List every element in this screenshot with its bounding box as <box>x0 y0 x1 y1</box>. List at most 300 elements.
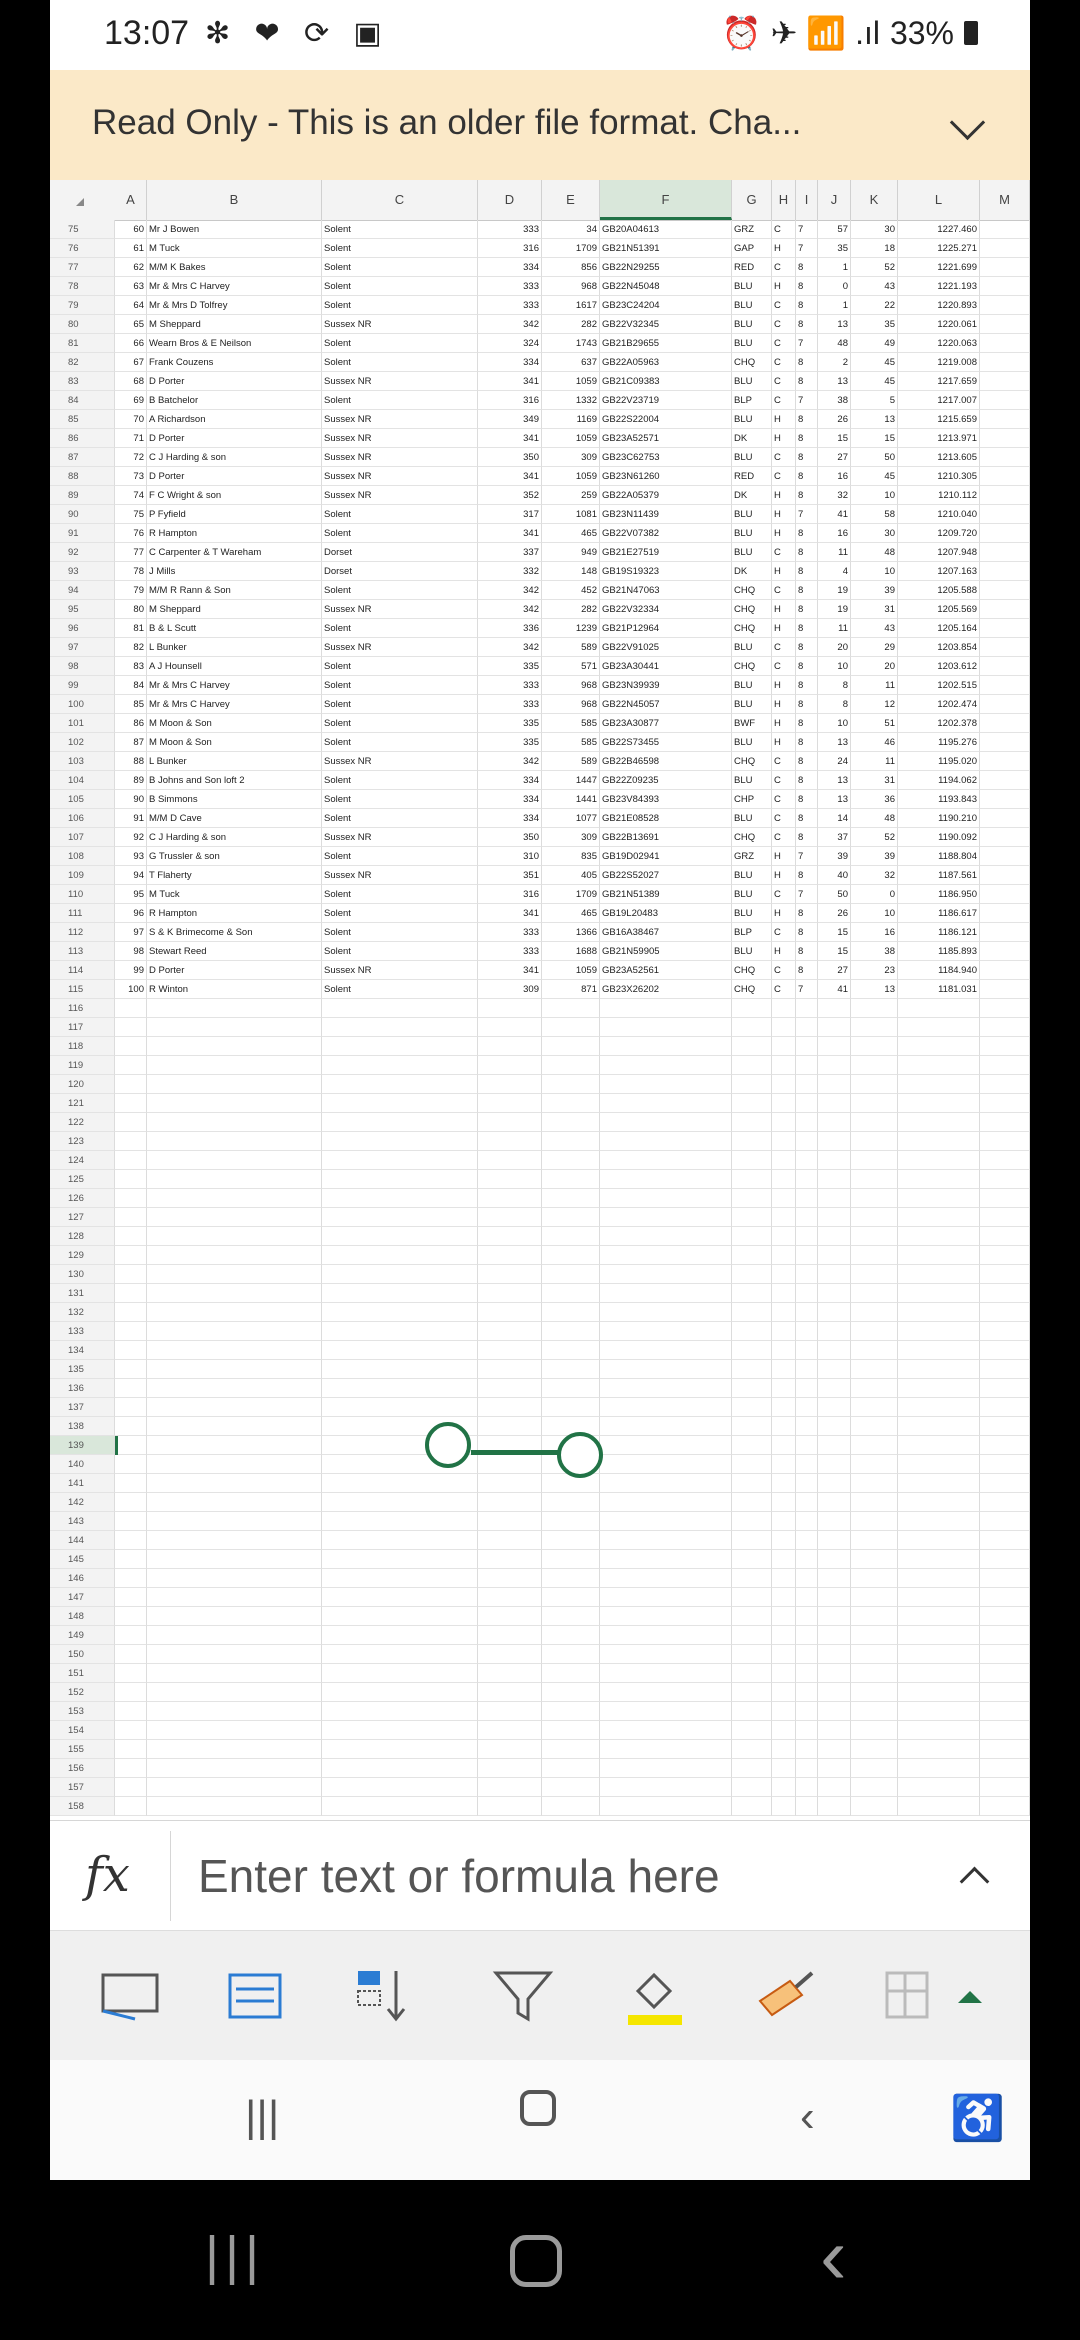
cell[interactable]: 31 <box>851 771 898 790</box>
cell[interactable]: 1239 <box>542 619 600 638</box>
table-row[interactable] <box>50 296 1030 315</box>
cell[interactable]: 1210.040 <box>898 505 980 524</box>
table-row[interactable] <box>50 543 1030 562</box>
cell[interactable] <box>898 1512 980 1531</box>
cell[interactable]: 1202.378 <box>898 714 980 733</box>
cell[interactable] <box>115 1436 147 1455</box>
cell[interactable] <box>147 1569 322 1588</box>
row-header[interactable]: 128 <box>50 1227 115 1246</box>
table-row[interactable] <box>50 1740 1030 1759</box>
row-header[interactable]: 144 <box>50 1531 115 1550</box>
cell[interactable] <box>772 1702 796 1721</box>
cell[interactable] <box>980 1417 1030 1436</box>
cell[interactable] <box>851 1455 898 1474</box>
row-header[interactable]: 150 <box>50 1645 115 1664</box>
cell[interactable] <box>600 1341 732 1360</box>
table-row[interactable] <box>50 1056 1030 1075</box>
cell[interactable] <box>772 1493 796 1512</box>
cell[interactable] <box>147 1645 322 1664</box>
table-row[interactable] <box>50 1189 1030 1208</box>
row-header[interactable]: 142 <box>50 1493 115 1512</box>
cell[interactable] <box>147 1322 322 1341</box>
cell[interactable] <box>478 1113 542 1132</box>
cell[interactable]: RED <box>732 467 772 486</box>
cell[interactable] <box>818 1740 851 1759</box>
cell[interactable]: BLU <box>732 410 772 429</box>
cell[interactable] <box>772 1455 796 1474</box>
cell[interactable] <box>542 1246 600 1265</box>
table-row[interactable] <box>50 1246 1030 1265</box>
cell[interactable]: 22 <box>851 296 898 315</box>
cell[interactable] <box>600 1702 732 1721</box>
cell[interactable]: GAP <box>732 239 772 258</box>
table-row[interactable] <box>50 1094 1030 1113</box>
cell[interactable] <box>542 1531 600 1550</box>
table-row[interactable] <box>50 1208 1030 1227</box>
cell[interactable] <box>478 1398 542 1417</box>
cell[interactable]: 341 <box>478 429 542 448</box>
cell[interactable]: 1213.605 <box>898 448 980 467</box>
cell[interactable]: H <box>772 904 796 923</box>
cell[interactable] <box>898 1208 980 1227</box>
cell[interactable] <box>818 1664 851 1683</box>
row-header[interactable]: 134 <box>50 1341 115 1360</box>
cell[interactable] <box>796 1531 818 1550</box>
cell[interactable] <box>796 1455 818 1474</box>
cell[interactable]: C <box>772 372 796 391</box>
cell[interactable]: 317 <box>478 505 542 524</box>
cell[interactable]: 1203.612 <box>898 657 980 676</box>
table-row[interactable] <box>50 410 1030 429</box>
cell[interactable] <box>818 999 851 1018</box>
cell[interactable]: 316 <box>478 239 542 258</box>
cell[interactable] <box>600 1303 732 1322</box>
cell[interactable] <box>851 1113 898 1132</box>
cell[interactable] <box>898 1531 980 1550</box>
cell[interactable]: BLU <box>732 543 772 562</box>
cell[interactable]: H <box>772 733 796 752</box>
cell[interactable]: GB23X26202 <box>600 980 732 999</box>
cell[interactable]: 1219.008 <box>898 353 980 372</box>
cell[interactable] <box>600 1360 732 1379</box>
table-row[interactable] <box>50 1721 1030 1740</box>
cell[interactable] <box>818 1607 851 1626</box>
row-header[interactable]: 127 <box>50 1208 115 1227</box>
cell[interactable]: Solent <box>322 923 478 942</box>
cell[interactable] <box>772 1607 796 1626</box>
table-row[interactable] <box>50 1132 1030 1151</box>
row-header[interactable]: 95 <box>50 600 115 619</box>
cell[interactable] <box>147 1189 322 1208</box>
cell[interactable]: 8 <box>796 942 818 961</box>
row-header[interactable]: 122 <box>50 1113 115 1132</box>
row-header[interactable]: 86 <box>50 429 115 448</box>
cell[interactable]: GB19D02941 <box>600 847 732 866</box>
cell[interactable] <box>980 1626 1030 1645</box>
cell[interactable] <box>478 1246 542 1265</box>
row-header[interactable]: 115 <box>50 980 115 999</box>
cell[interactable] <box>898 1759 980 1778</box>
cell[interactable]: GB22N29255 <box>600 258 732 277</box>
cell[interactable]: H <box>772 562 796 581</box>
cell[interactable] <box>478 1759 542 1778</box>
cell[interactable]: 97 <box>115 923 147 942</box>
cell[interactable] <box>980 809 1030 828</box>
cell[interactable] <box>732 1778 772 1797</box>
cell[interactable]: 60 <box>115 220 147 239</box>
table-row[interactable] <box>50 1645 1030 1664</box>
cell[interactable]: 1077 <box>542 809 600 828</box>
cell[interactable]: CHQ <box>732 980 772 999</box>
row-header[interactable]: 82 <box>50 353 115 372</box>
cell[interactable] <box>772 1474 796 1493</box>
cell[interactable]: Solent <box>322 790 478 809</box>
cell[interactable]: 13 <box>818 733 851 752</box>
cell[interactable] <box>851 1056 898 1075</box>
cell[interactable]: 835 <box>542 847 600 866</box>
cell[interactable] <box>322 1265 478 1284</box>
cell[interactable] <box>147 1607 322 1626</box>
cell[interactable] <box>818 1569 851 1588</box>
cell[interactable] <box>796 1151 818 1170</box>
table-row[interactable] <box>50 581 1030 600</box>
cell[interactable]: B Batchelor <box>147 391 322 410</box>
cell[interactable] <box>898 1702 980 1721</box>
cell[interactable]: H <box>772 505 796 524</box>
row-header[interactable]: 124 <box>50 1151 115 1170</box>
cell[interactable] <box>898 1189 980 1208</box>
cell[interactable]: 337 <box>478 543 542 562</box>
cell[interactable]: 341 <box>478 904 542 923</box>
cell[interactable]: 45 <box>851 372 898 391</box>
table-row[interactable] <box>50 600 1030 619</box>
table-row[interactable] <box>50 1075 1030 1094</box>
cell[interactable]: GB22Z09235 <box>600 771 732 790</box>
cell[interactable] <box>980 1303 1030 1322</box>
row-header[interactable]: 118 <box>50 1037 115 1056</box>
format-painter-icon[interactable] <box>750 1961 820 2031</box>
cell[interactable] <box>732 1569 772 1588</box>
cell[interactable]: 39 <box>818 847 851 866</box>
cell[interactable]: 1181.031 <box>898 980 980 999</box>
cell[interactable] <box>115 1360 147 1379</box>
cell[interactable] <box>478 1170 542 1189</box>
cell[interactable] <box>898 1094 980 1113</box>
cell[interactable]: 11 <box>851 752 898 771</box>
table-row[interactable] <box>50 1664 1030 1683</box>
cell[interactable] <box>147 1246 322 1265</box>
cell[interactable]: 1 <box>818 258 851 277</box>
cell[interactable]: Mr & Mrs C Harvey <box>147 676 322 695</box>
cell[interactable]: 8 <box>796 353 818 372</box>
cell[interactable]: C <box>772 467 796 486</box>
cell[interactable]: 1059 <box>542 467 600 486</box>
cell[interactable]: 40 <box>818 866 851 885</box>
row-header[interactable]: 106 <box>50 809 115 828</box>
cell[interactable]: Sussex NR <box>322 448 478 467</box>
cell[interactable]: 332 <box>478 562 542 581</box>
cell[interactable] <box>898 1303 980 1322</box>
cell[interactable] <box>818 1474 851 1493</box>
cell[interactable] <box>980 1322 1030 1341</box>
cell[interactable] <box>851 1246 898 1265</box>
cell[interactable]: 1186.121 <box>898 923 980 942</box>
cell[interactable] <box>732 1075 772 1094</box>
cell[interactable]: Sussex NR <box>322 372 478 391</box>
cell[interactable] <box>980 676 1030 695</box>
cell[interactable] <box>851 1721 898 1740</box>
row-header[interactable]: 108 <box>50 847 115 866</box>
row-header[interactable]: 129 <box>50 1246 115 1265</box>
cell[interactable]: 342 <box>478 638 542 657</box>
cell[interactable]: 76 <box>115 524 147 543</box>
cell[interactable]: M Tuck <box>147 239 322 258</box>
cell[interactable]: 1332 <box>542 391 600 410</box>
cell[interactable] <box>796 1683 818 1702</box>
cell[interactable] <box>600 1322 732 1341</box>
row-header[interactable]: 140 <box>50 1455 115 1474</box>
cell[interactable]: 7 <box>796 391 818 410</box>
cell[interactable] <box>147 1721 322 1740</box>
cell[interactable] <box>115 1379 147 1398</box>
cell[interactable] <box>732 1588 772 1607</box>
cell[interactable] <box>478 1075 542 1094</box>
cell[interactable]: 342 <box>478 600 542 619</box>
cell[interactable] <box>542 1151 600 1170</box>
cell[interactable] <box>732 1189 772 1208</box>
cell[interactable]: 333 <box>478 695 542 714</box>
cell[interactable] <box>851 1189 898 1208</box>
cell[interactable] <box>851 1740 898 1759</box>
table-row[interactable] <box>50 1151 1030 1170</box>
cell[interactable] <box>898 1607 980 1626</box>
cell[interactable] <box>115 1398 147 1417</box>
cell[interactable] <box>478 1284 542 1303</box>
cell[interactable] <box>115 1284 147 1303</box>
cell[interactable] <box>732 1797 772 1816</box>
cell[interactable] <box>600 1151 732 1170</box>
cell[interactable] <box>851 1702 898 1721</box>
cell[interactable] <box>147 1360 322 1379</box>
cell[interactable] <box>898 1474 980 1493</box>
cell[interactable]: 949 <box>542 543 600 562</box>
cell[interactable] <box>732 1227 772 1246</box>
row-header[interactable]: 98 <box>50 657 115 676</box>
cell[interactable] <box>980 1683 1030 1702</box>
cell[interactable]: BLP <box>732 923 772 942</box>
cell[interactable] <box>851 1075 898 1094</box>
cell[interactable]: 82 <box>115 638 147 657</box>
cell[interactable]: 334 <box>478 771 542 790</box>
cell[interactable]: GB21P12964 <box>600 619 732 638</box>
cell[interactable] <box>322 1075 478 1094</box>
cell[interactable] <box>980 866 1030 885</box>
table-row[interactable] <box>50 486 1030 505</box>
row-header[interactable]: 117 <box>50 1018 115 1037</box>
cell[interactable] <box>851 1683 898 1702</box>
cell[interactable] <box>980 1151 1030 1170</box>
table-row[interactable] <box>50 638 1030 657</box>
row-header[interactable]: 109 <box>50 866 115 885</box>
chevron-up-icon[interactable] <box>960 1867 990 1897</box>
cell[interactable]: 80 <box>115 600 147 619</box>
cell[interactable] <box>772 1512 796 1531</box>
cell[interactable] <box>796 1759 818 1778</box>
row-header[interactable]: 154 <box>50 1721 115 1740</box>
cell[interactable]: 333 <box>478 676 542 695</box>
cell[interactable]: 1188.804 <box>898 847 980 866</box>
cell[interactable] <box>478 1702 542 1721</box>
cell[interactable]: 8 <box>796 619 818 638</box>
cell[interactable] <box>980 1455 1030 1474</box>
cell[interactable]: 7 <box>796 220 818 239</box>
cell[interactable] <box>147 1778 322 1797</box>
cell[interactable]: 85 <box>115 695 147 714</box>
cell[interactable]: 27 <box>818 961 851 980</box>
cell[interactable] <box>322 1341 478 1360</box>
table-row[interactable] <box>50 1626 1030 1645</box>
cell[interactable]: 8 <box>796 809 818 828</box>
cell[interactable]: 1195.276 <box>898 733 980 752</box>
cell[interactable]: M/M D Cave <box>147 809 322 828</box>
cell[interactable]: 571 <box>542 657 600 676</box>
cell[interactable] <box>478 1151 542 1170</box>
cell[interactable] <box>115 1322 147 1341</box>
cell[interactable] <box>147 1626 322 1645</box>
cell[interactable] <box>980 847 1030 866</box>
cell[interactable] <box>772 1170 796 1189</box>
cell[interactable] <box>772 1664 796 1683</box>
cell[interactable]: Solent <box>322 220 478 239</box>
cell[interactable] <box>980 999 1030 1018</box>
cell[interactable]: 13 <box>818 315 851 334</box>
cell[interactable] <box>147 1018 322 1037</box>
cell[interactable] <box>147 1531 322 1550</box>
row-header[interactable]: 87 <box>50 448 115 467</box>
cell[interactable] <box>898 1322 980 1341</box>
cell[interactable]: 20 <box>851 657 898 676</box>
cell[interactable] <box>796 1303 818 1322</box>
cell[interactable] <box>980 961 1030 980</box>
row-header[interactable]: 107 <box>50 828 115 847</box>
cell[interactable] <box>898 1721 980 1740</box>
cell[interactable]: B Johns and Son loft 2 <box>147 771 322 790</box>
cell[interactable] <box>542 1113 600 1132</box>
table-row[interactable] <box>50 942 1030 961</box>
table-row[interactable] <box>50 1702 1030 1721</box>
cell[interactable]: C <box>772 657 796 676</box>
cell[interactable] <box>796 1246 818 1265</box>
cell[interactable] <box>980 1284 1030 1303</box>
cell[interactable]: Dorset <box>322 562 478 581</box>
cell[interactable]: BLU <box>732 638 772 657</box>
row-header[interactable]: 149 <box>50 1626 115 1645</box>
cell[interactable] <box>818 1436 851 1455</box>
cell[interactable] <box>147 1208 322 1227</box>
cell[interactable]: 1190.210 <box>898 809 980 828</box>
cell[interactable]: H <box>772 429 796 448</box>
cell[interactable]: Solent <box>322 391 478 410</box>
row-header[interactable]: 136 <box>50 1379 115 1398</box>
cell[interactable] <box>542 1588 600 1607</box>
cell[interactable]: 52 <box>851 828 898 847</box>
cell[interactable]: 351 <box>478 866 542 885</box>
cell[interactable]: Frank Couzens <box>147 353 322 372</box>
cell[interactable] <box>322 1740 478 1759</box>
row-header[interactable]: 130 <box>50 1265 115 1284</box>
cell[interactable]: H <box>772 410 796 429</box>
cell[interactable]: 72 <box>115 448 147 467</box>
cell[interactable] <box>478 1721 542 1740</box>
cell[interactable] <box>898 1436 980 1455</box>
cell[interactable] <box>851 1569 898 1588</box>
cell[interactable]: Sussex NR <box>322 961 478 980</box>
cell[interactable] <box>772 1797 796 1816</box>
cell[interactable]: 310 <box>478 847 542 866</box>
cell[interactable]: 309 <box>542 828 600 847</box>
cell[interactable] <box>732 1379 772 1398</box>
cell[interactable]: GB22B46598 <box>600 752 732 771</box>
home-icon[interactable] <box>510 2235 562 2287</box>
cell[interactable]: 86 <box>115 714 147 733</box>
cell[interactable] <box>322 1664 478 1683</box>
cell[interactable]: CHQ <box>732 600 772 619</box>
cell[interactable] <box>322 999 478 1018</box>
cell[interactable]: GB22N45057 <box>600 695 732 714</box>
cell[interactable] <box>796 1645 818 1664</box>
cell[interactable]: BLU <box>732 334 772 353</box>
cell[interactable] <box>818 1550 851 1569</box>
cell[interactable] <box>322 1284 478 1303</box>
cell[interactable] <box>478 999 542 1018</box>
cell[interactable] <box>600 1607 732 1626</box>
cell[interactable] <box>796 1284 818 1303</box>
cell[interactable]: 8 <box>796 771 818 790</box>
table-row[interactable] <box>50 239 1030 258</box>
cell[interactable] <box>796 1607 818 1626</box>
cell[interactable] <box>980 1189 1030 1208</box>
cell[interactable]: 32 <box>818 486 851 505</box>
cell[interactable] <box>147 1094 322 1113</box>
cell[interactable] <box>980 1341 1030 1360</box>
cell[interactable] <box>600 1227 732 1246</box>
cell[interactable] <box>115 1550 147 1569</box>
cell[interactable]: 1210.112 <box>898 486 980 505</box>
cell[interactable]: H <box>772 600 796 619</box>
cell[interactable] <box>600 1208 732 1227</box>
cell[interactable]: 7 <box>796 239 818 258</box>
cell[interactable] <box>115 1607 147 1626</box>
cell[interactable]: 465 <box>542 524 600 543</box>
cell[interactable]: Solent <box>322 942 478 961</box>
back-icon[interactable]: ‹ <box>800 2092 815 2141</box>
cell[interactable]: 4 <box>818 562 851 581</box>
cell[interactable]: 1059 <box>542 429 600 448</box>
cell[interactable] <box>542 1360 600 1379</box>
cell[interactable]: 45 <box>851 353 898 372</box>
cell[interactable]: 74 <box>115 486 147 505</box>
cell[interactable] <box>796 1493 818 1512</box>
cell[interactable] <box>478 1778 542 1797</box>
cell[interactable] <box>772 1398 796 1417</box>
cell[interactable]: 1709 <box>542 239 600 258</box>
cell[interactable] <box>732 1170 772 1189</box>
cell[interactable]: 0 <box>818 277 851 296</box>
table-row[interactable] <box>50 904 1030 923</box>
cell[interactable]: G Trussler & son <box>147 847 322 866</box>
cell[interactable]: 405 <box>542 866 600 885</box>
cell[interactable]: 334 <box>478 353 542 372</box>
